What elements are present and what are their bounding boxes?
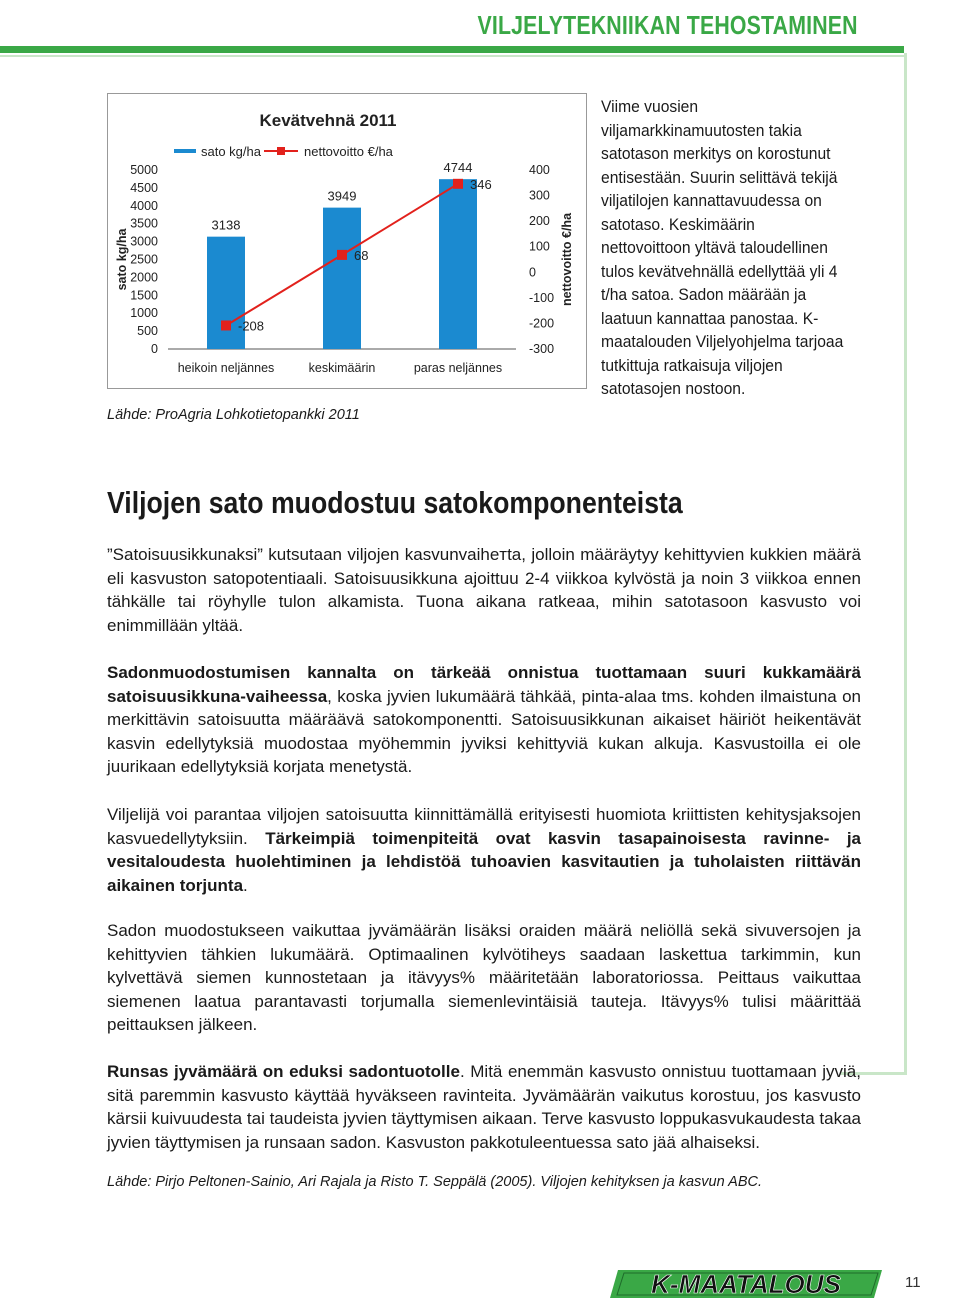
paragraph-4: [107, 919, 861, 1037]
legend-bar-label: sato kg/ha: [201, 144, 261, 159]
y2-tick-label: 100: [529, 239, 550, 254]
page-number: 11: [905, 1274, 921, 1291]
bar-value-label: 3138: [211, 217, 241, 233]
x-tick-label: keskimäärin: [308, 361, 376, 375]
y-tick-label: 4000: [130, 198, 158, 213]
y-tick-label: 500: [137, 324, 158, 339]
y-tick-label: 0: [151, 342, 158, 356]
x-tick-label: paras neljännes: [413, 361, 503, 375]
paragraph-5-text: . Mitä enemmän kasvusto onnistuu tuottamaan jyviä, sitä paremmin kasvusto käyttää hyväkseen ravinteita. Jyvämäärän vaikutus korostuu, jos kasvusto kärsii kuivuudesta tai taudeista jyvien täyttymisen aikaan. Terve kasvusto loppukasvukaudesta takaa jyvien täyttymisen ja runsaan sadon. Kasvuston pakkotuleentuessa sato jää alhaiseksi.: [107, 1062, 861, 1152]
chart-source: Lähde: ProAgria Lohkotietopankki 2011: [107, 407, 360, 423]
y2-tick-label: 300: [529, 188, 550, 203]
line-value-label: 68: [354, 247, 369, 263]
paragraph-5-bold: Runsas jyvämäärä on eduksi sadontuotolle: [107, 1062, 460, 1081]
bar-value-label: 3949: [327, 188, 357, 204]
y2-tick-label: -200: [529, 316, 555, 331]
paragraph-4-text: Sadon muodostukseen vaikuttaa jyvämäärän lisäksi oraiden määrä neliöllä sekä sivuversojen ja kehittyvien tähkien lukumäärä. Optimaalinen kylvötiheys saadaan laskettua tarkimmin, kun kylvettävä siemen kunnostetaan ja itävyys% määritetään laboratoriossa. Peittaus vaikuttaa siemenen laatua parantavasti torjumalla siemenlevintäisiä tauteja. Itävyys% tulisi määrittää peittauksen jälkeen.: [107, 921, 861, 1034]
paragraph-2-bold: Sadonmuodostumisen kannalta on tärkeää onnistua tuottamaan suuri kukkamäärä satoisuusikkuna-vaiheessa: [107, 663, 861, 706]
chart-svg: [108, 94, 586, 388]
k-maatalous-logo: [610, 1262, 890, 1302]
y2-tick-label: -300: [529, 342, 555, 356]
paragraph-3-end: .: [243, 875, 248, 895]
y-tick-label: 2000: [130, 270, 158, 285]
bar: [323, 208, 361, 349]
paragraph-1-text: ”Satoisuusikkunaksi” kutsutaan viljojen kasvunvaiheтta, jolloin määräytyy kehittyvien kukkien määrä eli kasvuston satopotentiaali. Satoisuusikkuna ajoittuu 2-4 viikkoa kylvöstä ja noin 3 viikkoa ennen tähkälle tai röyhylle tulon alkamista. Tuona aikana ratkeaa, mihin satotasoon kasvusto voi enimmillään yltää.: [107, 545, 861, 635]
bar-value-label: 4744: [443, 160, 473, 176]
header-rule-thin: [0, 55, 904, 57]
y2-tick-label: -100: [529, 290, 555, 305]
y-tick-label: 1000: [130, 306, 158, 321]
chart: [107, 93, 587, 389]
y-tick-label: 1500: [130, 288, 158, 303]
paragraph-1: [107, 543, 861, 637]
legend-line-label: nettovoitto €/ha: [304, 144, 393, 159]
line-value-label: -208: [238, 318, 265, 334]
line-marker: [221, 320, 231, 330]
logo-text: K-MAATALOUS: [651, 1269, 841, 1299]
section-title: VILJELYTEKNIIKAN TEHOSTAMINEN: [477, 10, 858, 40]
line-marker: [337, 250, 347, 260]
paragraph-2-text: , koska jyvien lukumäärä tähkää, pinta-alaa tms. kohden ilmaistuna on merkittävin satoisuutta määräävä satokomponentti. Satoisuusikkunan aikaiset häiriöt heikentävät kasvin edellytyksiä muodostaa myöhemmin jyviksi kehittyviä kukan alkuja. Kasvustoilla ei ole juurikaan edellytyksiä korjata menetystä.: [107, 686, 861, 776]
y-tick-label: 3000: [130, 234, 158, 249]
y2-tick-label: 200: [529, 214, 550, 229]
x-tick-label: heikoin neljännes: [177, 361, 275, 375]
chart-title: Kevätvehnä 2011: [259, 111, 397, 130]
legend-line-marker: [277, 147, 285, 155]
y-tick-label: 4500: [130, 180, 158, 195]
article-heading: Viljojen sato muodostuu satokomponenteista: [107, 485, 683, 520]
y-tick-label: 2500: [130, 252, 158, 267]
line-value-label: 346: [470, 176, 492, 192]
side-rule: [904, 53, 907, 1075]
y2-axis-title: nettovoitto €/ha: [560, 212, 574, 307]
line-marker: [453, 179, 463, 189]
y-axis-title: sato kg/ha: [115, 228, 129, 291]
bar: [439, 179, 477, 349]
paragraph-3-text: Viljelijä voi parantaa viljojen satoisuutta kiinnittämällä erityisesti huomiota kriittisten kehitysjaksojen kasvuedellytyksiin.: [107, 805, 861, 848]
paragraph-5: [107, 1060, 861, 1154]
y2-tick-label: 400: [529, 163, 550, 177]
sidebar-paragraph: Viime vuosien viljamarkkinamuutosten takia satotason merkitys on korostunut entisestään. Suurin selittävä tekijä viljatilojen kannattavuudessa on satotaso. Keskimäärin nettovoittoon yltävä taloudellinen tulos kevätvehnällä edellyttää yli 4 t/ha satoa. Sadon määrään ja laatuun kannattaa panostaa. K-maatalouden Viljelyohjelma tarjoaa tutkittuja ratkaisuja viljojen satotasojen nostoon.: [601, 97, 844, 398]
article-source: Lähde: Pirjo Peltonen-Sainio, Ari Rajala ja Risto T. Seppälä (2005). Viljojen kehityksen ja kasvun ABC.: [107, 1174, 763, 1190]
y-tick-label: 5000: [130, 163, 158, 177]
paragraph-3: [107, 803, 861, 897]
paragraph-3-bold: Tärkeimpiä toimenpiteitä ovat kasvin tasapainoisesta ravinne- ja vesitaloudesta huolehtiminen ja lehdistöä tuhoavien kasvitautien ja tuholaisten riittävän aikainen torjunta: [107, 828, 861, 895]
sidebar-text: [601, 95, 848, 401]
y2-tick-label: 0: [529, 265, 536, 280]
paragraph-2: [107, 661, 861, 779]
y-tick-label: 3500: [130, 216, 158, 231]
header-rule: [0, 46, 904, 53]
